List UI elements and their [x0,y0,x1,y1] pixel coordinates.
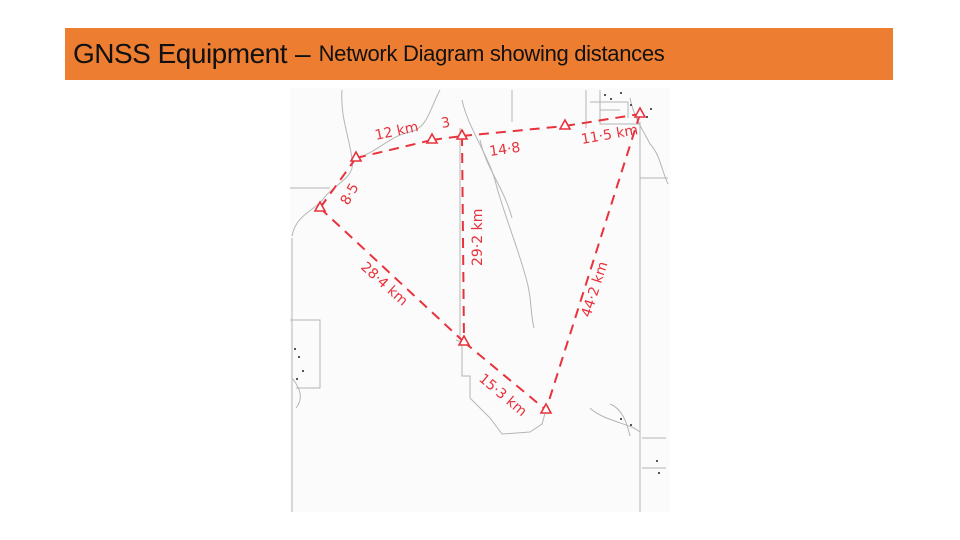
label-top-middle-segment: 14·8 [488,139,522,160]
label-left-short-segment: 8·5 [337,180,363,208]
label-vertical-segment: 29·2 km [470,208,486,266]
slide-title: GNSS Equipment [73,38,287,69]
label-bottom-segment: 15·3 km [475,370,530,420]
label-short-top-segment: 3 [439,114,452,132]
slide-subtitle: Network Diagram showing distances [318,41,665,66]
label-left-diagonal: 28·4 km [357,259,411,310]
title-separator: – [295,38,311,69]
network-map [290,88,670,512]
slide-title-bar [65,28,893,80]
label-right-diagonal: 44·2 km [578,259,612,320]
base-map [290,88,670,512]
network-diagram-svg [290,88,670,512]
label-top-left-segment: 12 km [373,119,420,144]
label-top-right-segment: 11·5 km [579,122,640,148]
